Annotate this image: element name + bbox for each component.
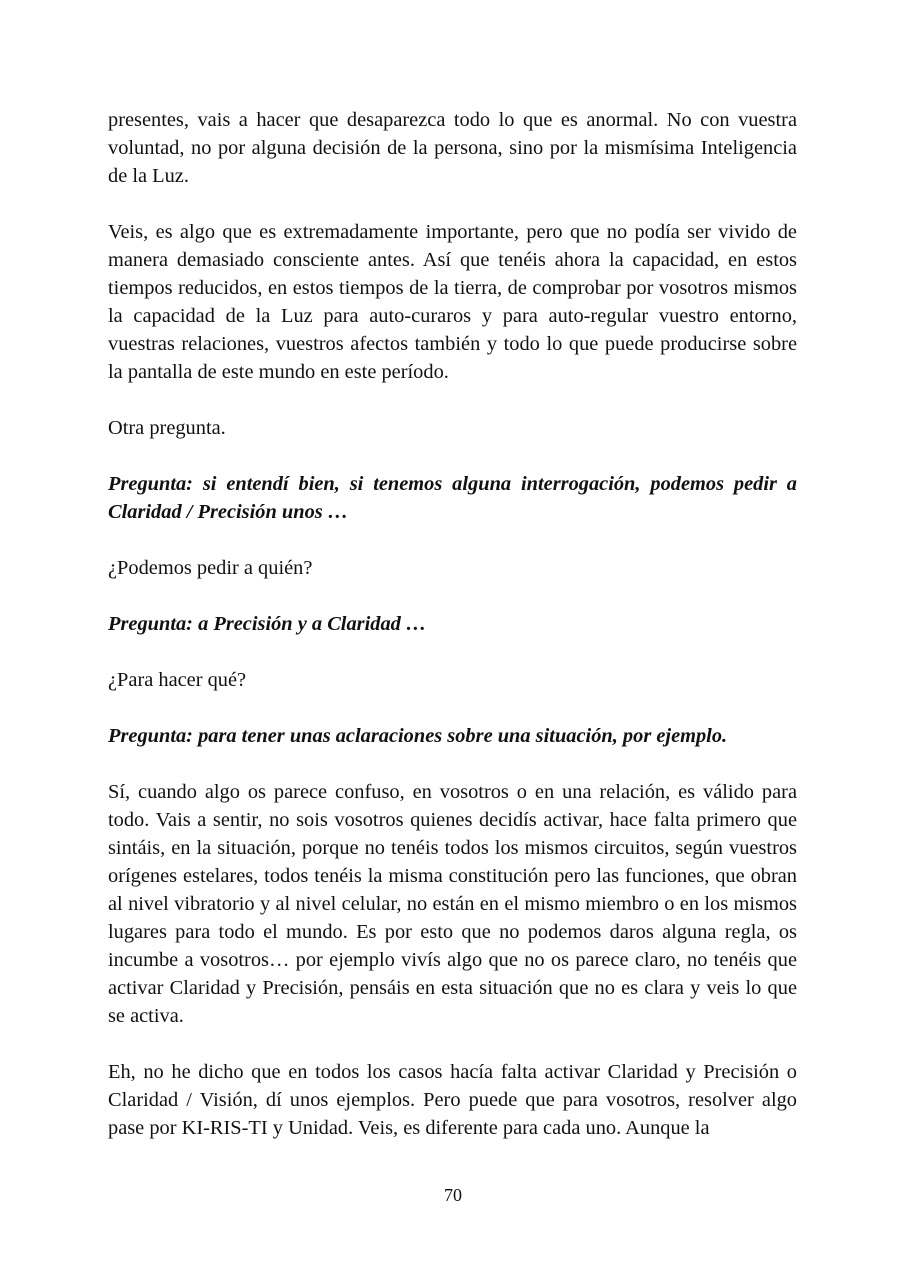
question-paragraph-1: Pregunta: si entendí bien, si tenemos alguna interrogación, podemos pedir a Claridad / Precisión unos … — [108, 473, 797, 523]
paragraph-7: ¿Para hacer qué? — [108, 669, 247, 691]
paragraph-2: Veis, es algo que es extremadamente importante, pero que no podía ser vivido de manera demasiado consciente antes. Así que tenéis ahora la capacidad, en estos tiempos reducidos, en estos tiempos de la tierra, de comprobar por vosotros mismos la capacidad de la Luz para auto-curaros y para auto-regular vuestro entorno, vuestras relaciones, vuestros afectos también y todo lo que puede producirse sobre la pantalla de este mundo en este período. — [108, 221, 797, 383]
paragraph-5: ¿Podemos pedir a quién? — [108, 557, 313, 579]
paragraph-9: Sí, cuando algo os parece confuso, en vosotros o en una relación, es válido para todo. Vais a sentir, no sois vosotros quienes decidís activar, hace falta primero que sintáis, en la situación, porque no tenéis todos los mismos circuitos, según vuestros orígenes estelares, todos tenéis la misma constitución pero las funciones, que obran al nivel vibratorio y al nivel celular, no están en el mismo miembro o en los mismos lugares para todo el mundo. Es por esto que no podemos daros alguna regla, os incumbe a vosotros… por ejemplo vivís algo que no os parece claro, no tenéis que activar Claridad y Precisión, pensáis en esta situación que no es clara y veis lo que se activa. — [108, 781, 797, 1027]
page-number: 70 — [444, 1185, 462, 1205]
question-paragraph-2: Pregunta: a Precisión y a Claridad … — [108, 613, 427, 635]
page-body-text — [108, 106, 797, 1170]
paragraph-10: Eh, no he dicho que en todos los casos hacía falta activar Claridad y Precisión o Claridad / Visión, dí unos ejemplos. Pero puede que para vosotros, resolver algo pase por KI-RIS-TI y Unidad. Veis, es diferente para cada uno. Aunque la — [108, 1061, 797, 1139]
question-paragraph-3: Pregunta: para tener unas aclaraciones sobre una situación, por ejemplo. — [108, 725, 728, 747]
paragraph-1: presentes, vais a hacer que desaparezca todo lo que es anormal. No con vuestra voluntad, no por alguna decisión de la persona, sino por la mismísima Inteligencia de la Luz. — [108, 109, 797, 187]
paragraph-3: Otra pregunta. — [108, 417, 226, 439]
